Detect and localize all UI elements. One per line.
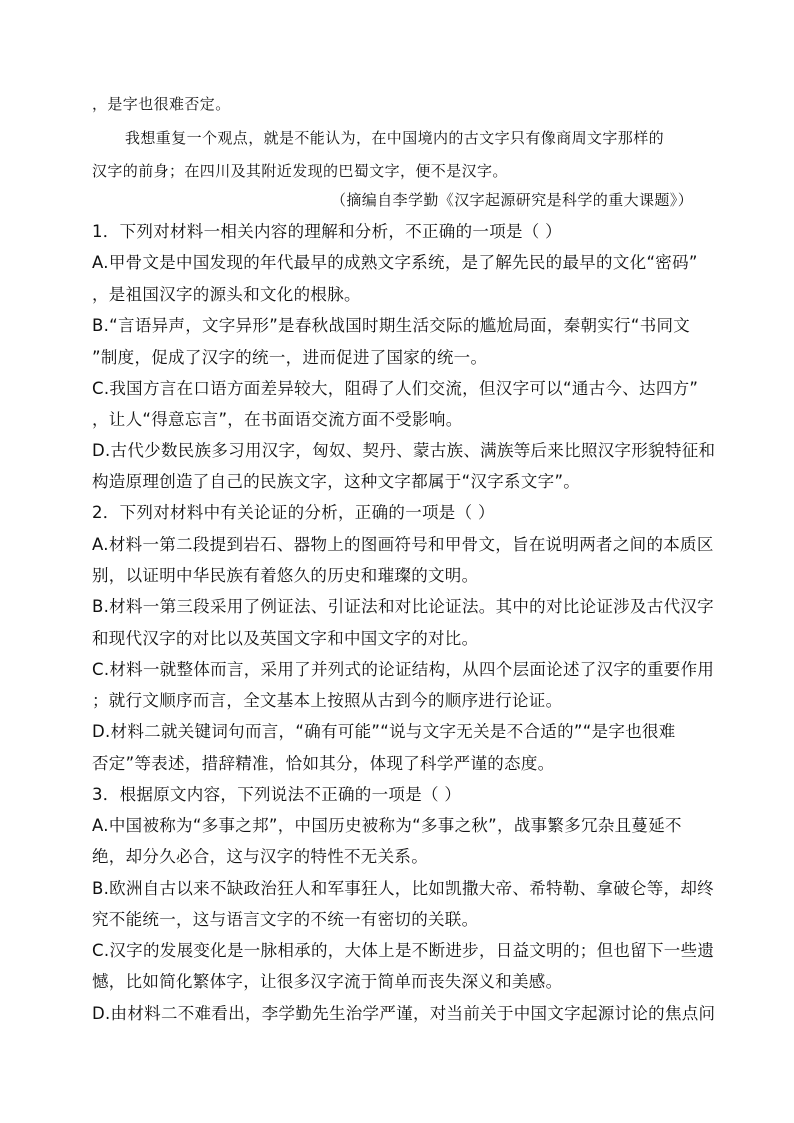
q2-option-c-line-2: ；就行文顺序而言，全文基本上按照从古到今的顺序进行论证。 (92, 691, 563, 710)
q2-option-a-line-2: 别，以证明中华民族有着悠久的历史和璀璨的文明。 (92, 566, 479, 585)
q2-option-b-line-1: B.材料一第三段采用了例证法、引证法和对比论证法。其中的对比论证涉及古代汉字 (92, 597, 714, 616)
passage-line-1: ，是字也很难否定。 (92, 95, 231, 113)
q2-option-d-line-2: 否定”等表述，措辞精准，恰如其分，体现了科学严谨的态度。 (92, 754, 555, 773)
q1-option-b-line-2: ”制度，促成了汉字的统一，进而促进了国家的统一。 (92, 348, 488, 367)
q2-option-a-line-1: A.材料一第二段提到岩石、器物上的图画符号和甲骨文，旨在说明两者之间的本质区 (92, 535, 714, 554)
question-1-stem: 1．下列对材料一相关内容的理解和分析，不正确的一项是（ ） (92, 222, 562, 241)
q3-option-d-line-1: D.由材料二不难看出，李学勤先生治学严谨，对当前关于中国文字起源讨论的焦点问 (92, 1004, 716, 1023)
q3-option-b-line-2: 究不能统一，这与语言文字的不统一有密切的关联。 (92, 910, 479, 929)
question-3-stem: 3．根据原文内容，下列说法不正确的一项是（ ） (92, 785, 462, 804)
passage-source: （摘编自李学勤《汉字起源研究是科学的重大课题》） (331, 191, 694, 209)
q3-option-c-line-1: C.汉字的发展变化是一脉相承的，大体上是不断进步，日益文明的；但也留下一些遗 (92, 941, 715, 960)
q3-option-a-line-2: 绝，却分久必合，这与汉字的特性不无关系。 (92, 847, 428, 866)
q3-option-b-line-1: B.欧洲自古以来不缺政治狂人和军事狂人，比如凯撒大帝、希特勒、拿破仑等，却终 (92, 879, 714, 898)
q1-option-b-line-1: B.“言语异声，文字异形”是春秋战国时期生活交际的尴尬局面，秦朝实行“书同文 (92, 316, 691, 335)
q1-option-a-line-2: ，是祖国汉字的源头和文化的根脉。 (92, 285, 361, 304)
q1-option-c-line-2: ，让人“得意忘言”，在书面语交流方面不受影响。 (92, 410, 463, 429)
q3-option-c-line-2: 憾，比如简化繁体字，让很多汉字流于简单而丧失深义和美感。 (92, 972, 563, 991)
q3-option-a-line-1: A.中国被称为“多事之邦”，中国历史被称为“多事之秋”，战事繁多冗杂且蔓延不 (92, 816, 682, 835)
q1-option-a-line-1: A.甲骨文是中国发现的年代最早的成熟文字系统，是了解先民的最早的文化“密码” (92, 253, 698, 272)
q2-option-c-line-1: C.材料一就整体而言，采用了并列式的论证结构，从四个层面论述了汉字的重要作用 (92, 660, 715, 679)
q1-option-c-line-1: C.我国方言在口语方面差异较大，阻碍了人们交流，但汉字可以“通古今、达四方” (92, 379, 699, 398)
q2-option-d-line-1: D.材料二就关键词句而言，“确有可能”“说与文字无关是不合适的”“是字也很难 (92, 722, 676, 741)
passage-line-2: 我想重复一个观点，就是不能认为，在中国境内的古文字只有像商周文字那样的 (125, 129, 665, 147)
q1-option-d-line-1: D.古代少数民族多习用汉字，匈奴、契丹、蒙古族、满族等后来比照汉字形貌特征和 (92, 441, 716, 460)
q2-option-b-line-2: 和现代汉字的对比以及英国文字和中国文字的对比。 (92, 629, 479, 648)
q1-option-d-line-2: 构造原理创造了自己的民族文字，这种文字都属于“汉字系文字”。 (92, 472, 581, 491)
question-2-stem: 2．下列对材料中有关论证的分析，正确的一项是（ ） (92, 503, 495, 522)
passage-line-3: 汉字的前身；在四川及其附近发现的巴蜀文字，便不是汉字。 (92, 162, 508, 180)
